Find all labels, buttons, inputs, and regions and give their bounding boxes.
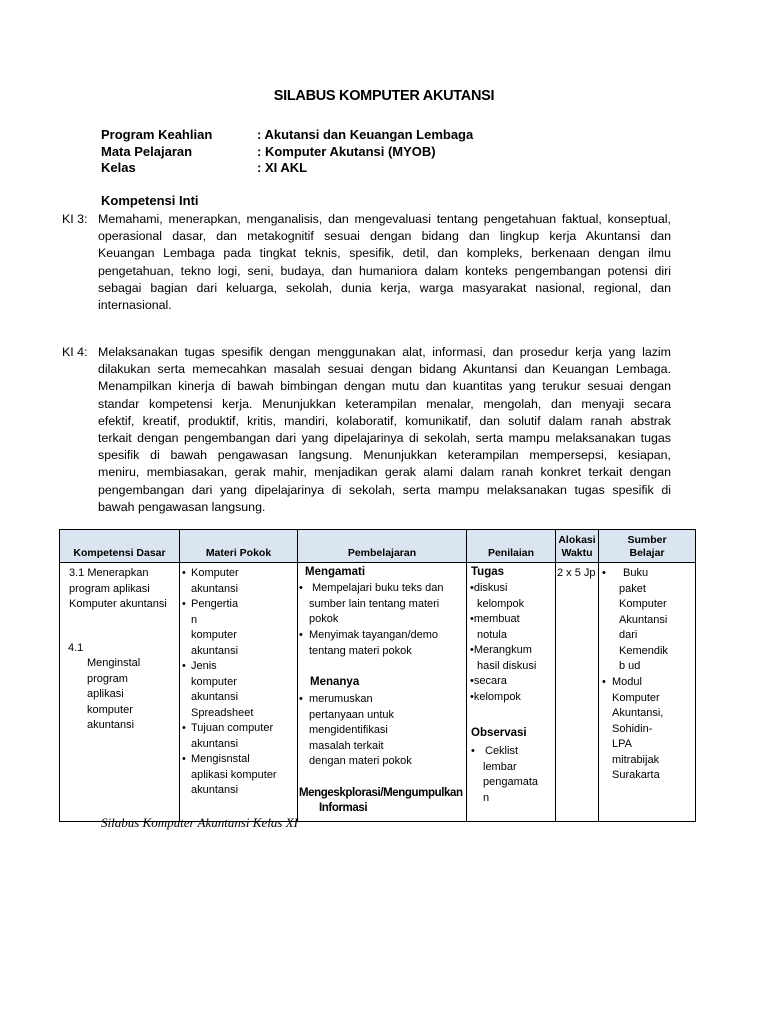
- pembelajaran-line: dengan materi pokok: [309, 755, 412, 767]
- bullet-icon: •: [299, 629, 303, 641]
- sumber-line: Sohidin-: [612, 722, 653, 735]
- ki4-line: dilakukan serta memecahkan masalah sesuai dengan bidang Akuntansi dan Keuangan Lembaga.: [98, 362, 671, 377]
- pembelajaran-item: [309, 628, 438, 659]
- sumber-line: paket: [619, 582, 646, 595]
- penilaian-line: n: [483, 791, 490, 804]
- ki4-label: KI 4:: [62, 345, 88, 359]
- pembelajaran-line: tentang materi pokok: [309, 644, 412, 657]
- materi-line: Komputer: [191, 567, 239, 579]
- ki4-line: pengembangan dari yang dipelajarinya di sekolah, serta mampu melaksanakan tugas spesifik di: [98, 482, 671, 497]
- bullet-icon: •: [182, 598, 186, 610]
- ki3-line: Keuangan Lembaga pada tingkat teknis, spesifik, detil, dan kompleks, berkenaan dengan ilmu: [98, 246, 671, 261]
- materi-line: akuntansi: [191, 737, 239, 750]
- materi-line: akuntansi: [191, 582, 239, 595]
- bullet-icon: •: [299, 582, 303, 594]
- info-row-program-keahlian: [101, 127, 473, 144]
- materi-line: akuntansi: [191, 644, 239, 657]
- cell-pembelajaran: [298, 563, 467, 822]
- sumber-line: Komputer: [612, 691, 660, 704]
- bullet-icon: •: [299, 693, 303, 705]
- kd-line: Menginstal: [87, 657, 141, 669]
- penilaian-line: Ceklist: [485, 745, 519, 757]
- info-row-mata-pelajaran: [101, 144, 473, 161]
- penilaian-item: [470, 581, 536, 705]
- kompetensi-inti-heading: Kompetensi Inti: [101, 193, 199, 208]
- ki4-line: Melaksanakan tugas spesifik dengan menggunakan alat, informasi, dan prosedur kerja yang lazim: [98, 345, 671, 359]
- materi-line: aplikasi komputer: [191, 768, 277, 781]
- materi-item: [191, 721, 273, 752]
- sumber-line: Akuntansi,: [612, 707, 664, 719]
- page-footer: Silabus Komputer Akuntansi Kelas XI: [101, 815, 298, 830]
- sumber-line: Akuntansi: [619, 613, 668, 626]
- penilaian-line: pengamata: [483, 776, 539, 788]
- materi-line: Tujuan computer: [191, 722, 274, 734]
- penilaian-line: secara: [473, 675, 507, 687]
- ki3-line: Memahami, menerapkan, menganalisis, dan mengevaluasi tentang pengetahuan faktual, konseptual,: [98, 212, 671, 226]
- info-label: Program Keahlian: [101, 127, 213, 142]
- pembelajaran-line: Mempelajari buku teks dan: [312, 582, 444, 594]
- header-alokasi-line: Alokasi: [558, 534, 596, 546]
- bullet-icon: •: [182, 753, 186, 765]
- sumber-line: mitrabijak: [612, 753, 660, 766]
- sumber-line: dari: [619, 629, 638, 641]
- ki3-line: internasional.: [98, 298, 172, 313]
- header-sumber-line: Belajar: [629, 547, 665, 559]
- cell-materi-pokok: [180, 563, 298, 822]
- materi-line: Pengertia: [191, 598, 239, 610]
- kd-31: [69, 566, 167, 613]
- cell-penilaian: [467, 563, 556, 822]
- kd-line: komputer: [87, 703, 133, 716]
- pembelajaran-line: merumuskan: [309, 693, 373, 705]
- sumber-line: Komputer: [619, 598, 667, 610]
- sumber-item: [612, 675, 663, 784]
- materi-line: akuntansi: [191, 784, 239, 796]
- ki4-text: [98, 344, 671, 516]
- table-row: [60, 563, 696, 822]
- syllabus-table: [59, 529, 696, 822]
- sumber-item: [619, 566, 668, 675]
- materi-line: komputer: [191, 629, 237, 641]
- kd-line: 3.1 Menerapkan: [69, 567, 149, 579]
- penilaian-line: notula: [477, 628, 507, 641]
- sumber-line: Modul: [612, 676, 642, 688]
- bullet-icon: •: [182, 722, 186, 734]
- bullet-icon: •: [602, 567, 606, 579]
- kd-41-number: 4.1: [68, 642, 84, 654]
- sumber-line: Surakarta: [612, 769, 660, 781]
- header-alokasi-waktu: [556, 530, 599, 563]
- sumber-line: LPA: [612, 738, 632, 750]
- penilaian-line: Merangkum: [473, 644, 532, 656]
- pembelajaran-line: mengidentifikasi: [309, 724, 388, 736]
- ki4-line: meniru, membiasakan, gerak mahir, menjadikan gerak alami dalam ranah konkret terkait dengan: [98, 465, 671, 480]
- bullet-icon: •: [182, 660, 186, 672]
- ki3-line: pengetahuan, tekno logi, seni, budaya, dan humaniora dalam konteks pengembangan potensi diri: [98, 263, 671, 278]
- pembelajaran-line: sumber lain tentang materi: [309, 597, 440, 610]
- header-sumber-belajar: [599, 530, 696, 563]
- sumber-line: Kemendik: [619, 644, 668, 657]
- header-penilaian: Penilaian: [467, 530, 556, 563]
- kd-line: program: [87, 672, 128, 685]
- ki3-line: sebagai bagian dari keluarga, sekolah, dunia kerja, warga masyarakat nasional, regional, dan: [98, 280, 671, 295]
- info-value: : Akutansi dan Keuangan Lembaga: [257, 127, 474, 142]
- penilaian-line: hasil diskusi: [477, 659, 537, 672]
- pembelajaran-line: pertanyaan untuk: [309, 708, 395, 721]
- materi-line: Jenis: [191, 660, 217, 672]
- kd-41: [87, 656, 140, 734]
- header-sumber-line: Sumber: [627, 534, 667, 546]
- ki4-paragraph: [62, 344, 674, 516]
- info-label: Kelas: [101, 160, 136, 175]
- bullet-icon: •: [470, 644, 474, 656]
- ki4-line: spesifik di bawah pengawasan langsung. Menunjukkan keterampilan mempersepsi, kesiapan,: [98, 448, 671, 463]
- info-row-kelas: [101, 160, 473, 177]
- penilaian-line: kelompok: [473, 690, 521, 703]
- materi-item: [191, 659, 253, 721]
- bullet-icon: •: [470, 582, 474, 594]
- subheading-mengeksplorasi: [299, 786, 463, 816]
- bullet-icon: •: [470, 690, 474, 703]
- sumber-line: Buku: [623, 567, 649, 579]
- ki4-line: bawah pengawasan langsung.: [98, 499, 266, 514]
- program-info: [101, 127, 473, 177]
- pembelajaran-line: Menyimak tayangan/demo: [309, 629, 439, 641]
- cell-alokasi-waktu: [556, 563, 599, 822]
- materi-line: akuntansi: [191, 691, 239, 703]
- penilaian-line: kelompok: [477, 597, 525, 610]
- ki4-line: standar kompetensi kerja. Menunjukkan keterampilan menalar, mengolah, dan menyaji secara: [98, 396, 671, 411]
- pembelajaran-item: [309, 581, 443, 628]
- materi-line: komputer: [191, 675, 237, 688]
- header-materi-pokok: Materi Pokok: [180, 530, 298, 563]
- ki4-line: Menampilkan kinerja di bawah bimbingan dengan mutu dan kuantitas yang terukur sesuai dengan: [98, 379, 671, 394]
- ki3-text: [98, 211, 671, 314]
- header-kompetensi-dasar: Kompetensi Dasar: [60, 530, 180, 563]
- bullet-icon: •: [182, 567, 186, 579]
- subheading-tugas: Tugas: [471, 566, 505, 578]
- bullet-icon: •: [470, 675, 474, 687]
- info-value: : Komputer Akutansi (MYOB): [257, 143, 436, 159]
- materi-line: Spreadsheet: [191, 706, 254, 719]
- ki3-paragraph: [62, 211, 674, 315]
- bullet-icon: •: [471, 745, 475, 757]
- materi-line: n: [191, 613, 198, 626]
- ki3-label: KI 3:: [62, 212, 88, 226]
- subheading-observasi: Observasi: [471, 727, 527, 739]
- materi-item: [191, 597, 238, 659]
- bullet-icon: •: [470, 613, 474, 625]
- ki3-line: operasional dasar, dan metakognitif sesuai dengan bidang dan lingkup kerja Akuntansi dan: [98, 229, 671, 244]
- penilaian-line: lembar: [483, 760, 517, 773]
- info-value: : XI AKL: [257, 160, 308, 175]
- kd-line: akuntansi: [87, 719, 135, 731]
- materi-item: [191, 566, 239, 597]
- ki4-line: terkait dengan pengembangan dari yang dipelajarinya di sekolah, serta mampu melaksanakan tugas: [98, 431, 671, 446]
- pembelajaran-line: pokok: [309, 613, 339, 625]
- info-label: Mata Pelajaran: [101, 143, 193, 159]
- header-pembelajaran: Pembelajaran: [298, 530, 467, 563]
- alokasi-value: 2 x 5 Jp: [557, 567, 596, 579]
- pembelajaran-item: [309, 692, 412, 770]
- penilaian-line: membuat: [473, 613, 520, 625]
- table-header-row: [60, 530, 696, 563]
- kd-line: aplikasi: [87, 688, 124, 700]
- ki4-line: efektif, kreatif, produktif, kritis, mandiri, kolaboratif, komunikatif, dan solutif dalam ranah abstrak: [98, 413, 671, 428]
- subheading-mengamati: Mengamati: [305, 566, 366, 578]
- document-title: SILABUS KOMPUTER AKUTANSI: [273, 88, 495, 104]
- subheading-menanya: Menanya: [310, 676, 360, 688]
- penilaian-line: diskusi: [473, 582, 508, 594]
- subheading-line: Informasi: [319, 802, 368, 814]
- materi-item: [191, 752, 277, 799]
- cell-kompetensi-dasar: [60, 563, 180, 822]
- bullet-icon: •: [602, 676, 606, 688]
- cell-sumber-belajar: [599, 563, 696, 822]
- penilaian-item: [483, 744, 538, 806]
- materi-line: Mengisnstal: [191, 753, 250, 765]
- pembelajaran-line: masalah terkait: [309, 739, 384, 752]
- header-alokasi-line: Waktu: [561, 547, 593, 559]
- subheading-line: Mengeskplorasi/Mengumpulkan: [299, 787, 463, 799]
- kd-line: Komputer akuntansi: [69, 598, 167, 610]
- kd-line: program aplikasi: [69, 582, 150, 595]
- sumber-line: b ud: [619, 660, 641, 672]
